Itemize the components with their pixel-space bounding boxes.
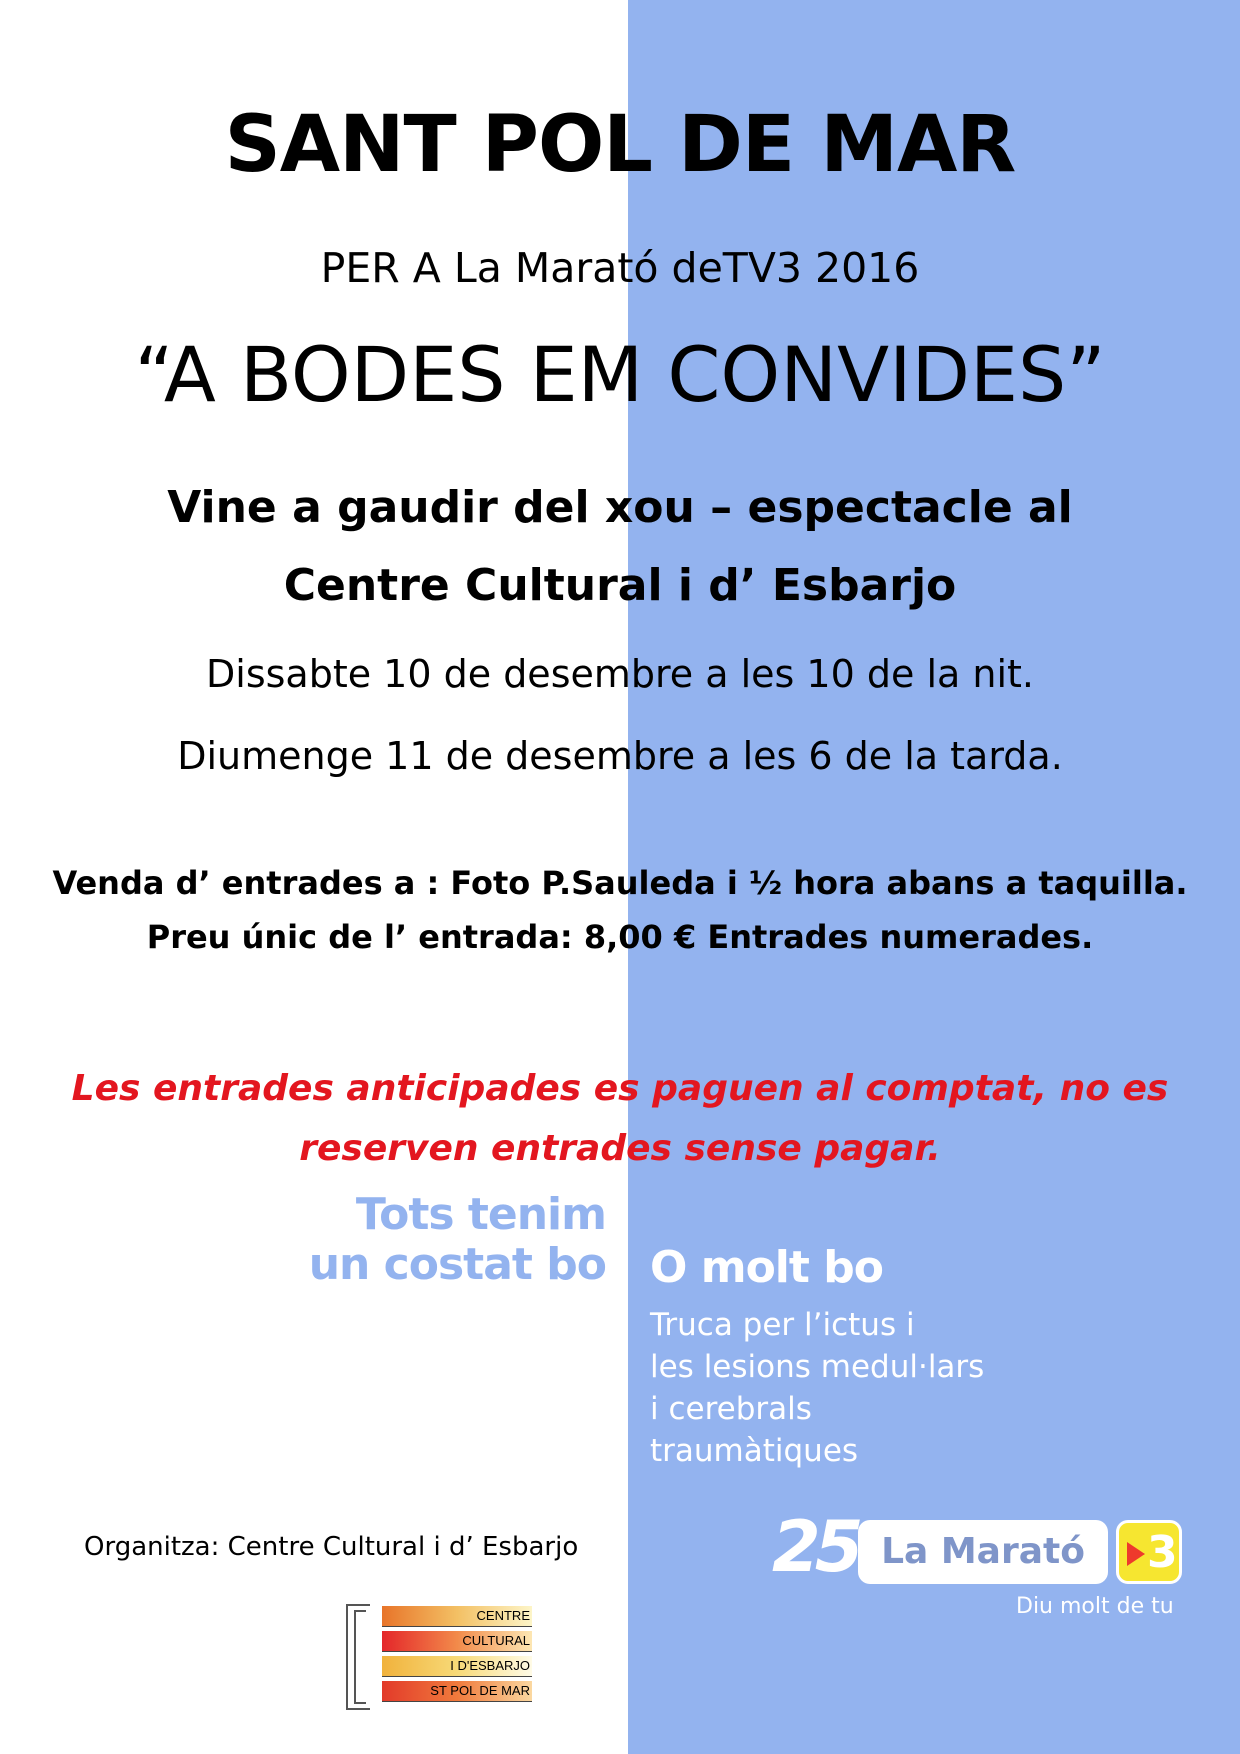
date-saturday: Dissabte 10 de desembre a les 10 de la nit. (206, 652, 1034, 696)
logo-row-2: CULTURAL (382, 1631, 532, 1652)
marato-tagline: Diu molt de tu (1016, 1594, 1174, 1619)
poster-title: SANT POL DE MAR (224, 100, 1016, 190)
slogan-continuation: O molt bo (650, 1242, 883, 1293)
ticket-price-info: Preu únic de l’ entrada: 8,00 € Entrades numerades. (146, 918, 1094, 956)
info-line-3: i cerebrals (650, 1391, 812, 1427)
logo-row-4: ST POL DE MAR (382, 1681, 532, 1702)
poster-subtitle: PER A La Marató deTV3 2016 (320, 244, 920, 292)
la-marato-logo (772, 1506, 1182, 1622)
marato-anniversary-number: 25 (772, 1506, 858, 1588)
organizer-credit: Organitza: Centre Cultural i d’ Esbarjo (84, 1532, 579, 1562)
payment-warning-line-1: Les entrades anticipades es paguen al comptat, no es (71, 1068, 1169, 1109)
logo-row-3: I D'ESBARJO (382, 1656, 532, 1677)
logo-row-1: CENTRE (382, 1606, 532, 1627)
show-name: “A BODES EM CONVIDES” (134, 330, 1106, 419)
tv3-logo-icon (1116, 1520, 1182, 1584)
info-line-1: Truca per l’ictus i (650, 1307, 915, 1343)
payment-warning-line-2: reserven entrades sense pagar. (299, 1128, 941, 1169)
info-line-4: traumàtiques (650, 1433, 859, 1469)
invite-line-2: Centre Cultural i d’ Esbarjo (283, 560, 957, 611)
campaign-slogan (309, 1190, 606, 1290)
slogan-line-2: un costat bo (308, 1239, 606, 1290)
invite-line-1: Vine a gaudir del xou – espectacle al (167, 482, 1073, 533)
centre-cultural-logo (346, 1604, 532, 1710)
tv3-channel-number: 3 (1147, 1527, 1178, 1578)
logo-bracket-inner (354, 1610, 366, 1704)
info-line-2: les lesions medul·lars (650, 1349, 985, 1385)
slogan-line-1: Tots tenim (355, 1189, 606, 1240)
date-sunday: Diumenge 11 de desembre a les 6 de la tarda. (177, 734, 1063, 778)
marato-name-badge: La Marató (858, 1520, 1108, 1584)
tv3-triangle-icon (1127, 1542, 1145, 1566)
campaign-info (650, 1304, 1030, 1472)
ticket-sales-info: Venda d’ entrades a : Foto P.Sauleda i ½ hora abans a taquilla. (52, 864, 1188, 902)
